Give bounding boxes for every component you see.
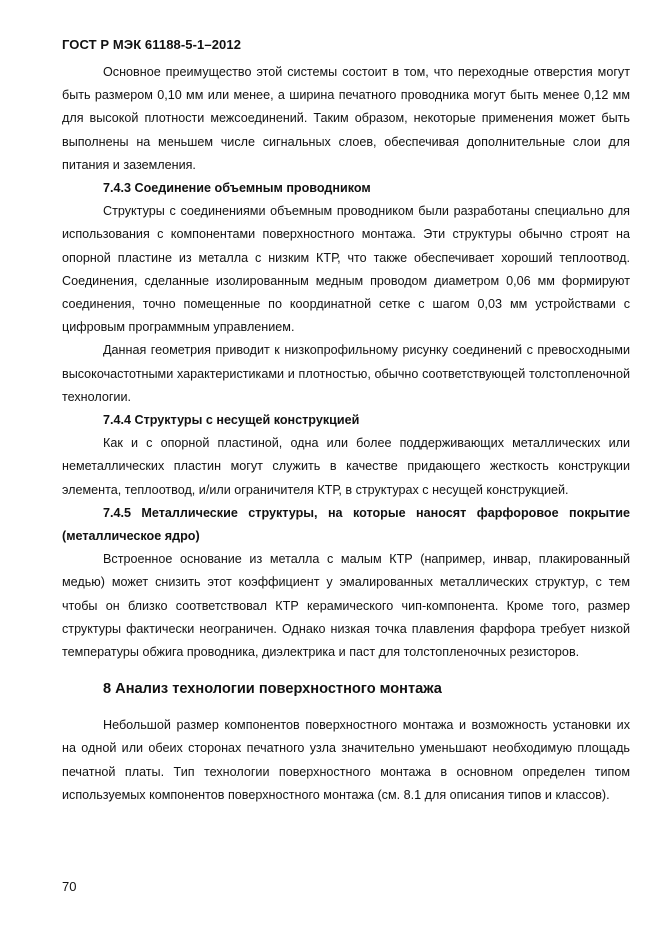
heading-7-4-4: 7.4.4 Структуры с несущей конструкцией: [103, 413, 360, 428]
paragraph-7-4-5: Встроенное основание из металла с малым КТР (например, инвар, плакированный медью) может снизить этот коэффициент у эмалированных металлических структур, с тем чтобы он близко соответствовал КТР керамического чип-компонента. Кроме того, размер структуры фактически неограничен. Однако низкая точка плавления фарфора требует низкой температуры обжига проводника, диэлектрика и паст для толстопленочных резисторов.: [62, 552, 630, 660]
heading-7-4-3: 7.4.3 Соединение объемным проводником: [103, 181, 371, 196]
paragraph-intro: Основное преимущество этой системы состоит в том, что переходные отверстия могут быть размером 0,10 мм или менее, а ширина печатного проводника могут быть менее 0,12 мм для высокой плотности межсоединений. Таким образом, некоторые применения может быть выполнены на меньшем числе сигнальных слоев, обеспечивая дополнительные слои для питания и заземления.: [62, 65, 630, 172]
paragraph-section-8: Небольшой размер компонентов поверхностного монтажа и возможность установки их на одной или обеих сторонах печатного узла значительно уменьшают необходимую площадь печатной платы. Тип технологии поверхностного монтажа в основном определен типом используемых компонентов поверхностного монтажа (см. 8.1 для описания типов и классов).: [62, 718, 630, 802]
paragraph-7-4-3-1: Структуры с соединениями объемным проводником были разработаны специально для использования с компонентами поверхностного монтажа. Эти структуры обычно строят на опорной пластине из металла с низким КТР, что также обеспечивает хороший теплоотвод. Соединения, сделанные изолированным медным проводом диаметром 0,06 мм формируют соединения, точно помещенные по координатной сетке с шагом 0,03 мм устройствами с цифровым программным управлением.: [62, 204, 630, 335]
document-header: ГОСТ Р МЭК 61188-5-1–2012: [62, 37, 242, 52]
heading-7-4-5: 7.4.5 Металлические структуры, на которые наносят фарфоровое покрытие (металлическое ядро): [62, 505, 630, 544]
page-number: 70: [62, 879, 77, 894]
paragraph-7-4-4: Как и с опорной пластиной, одна или более поддерживающих металлических или неметаллических пластин могут служить в качестве придающего жесткость конструкции элемента, теплоотвод, и/или ограничителя КТР, в структурах с несущей конструкцией.: [62, 436, 630, 497]
page-content: [62, 61, 630, 807]
heading-section-8: 8 Анализ технологии поверхностного монтажа: [103, 681, 442, 698]
paragraph-7-4-3-2: Данная геометрия приводит к низкопрофильному рисунку соединений с превосходными высокочастотными характеристиками и плотностью, обычно соответствующей толстопленочной технологии.: [62, 343, 630, 404]
